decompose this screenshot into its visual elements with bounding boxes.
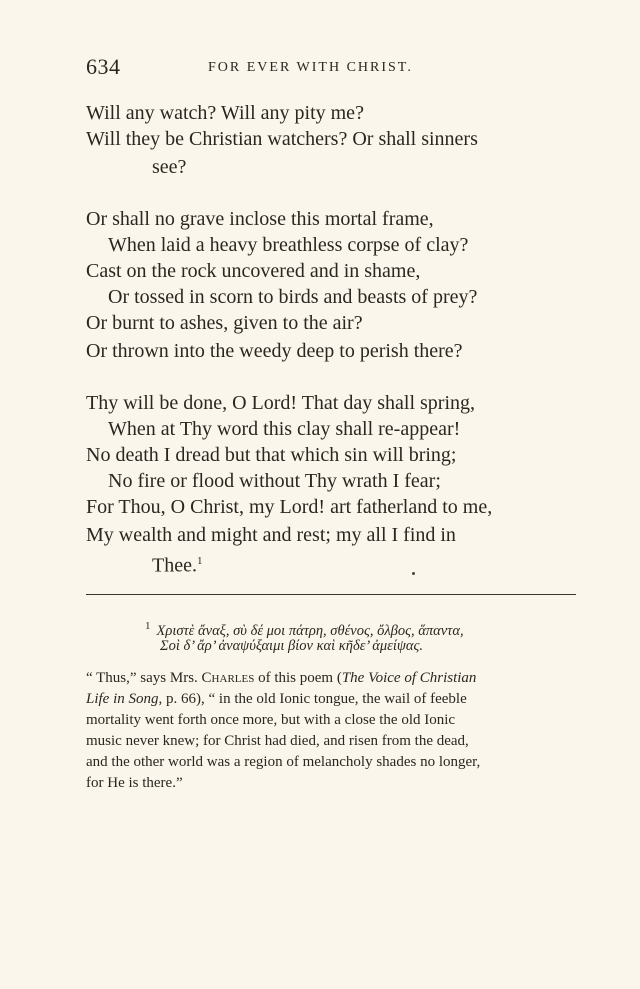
note-line: mortality went forth once more, but with a close the old Ionic: [86, 712, 456, 728]
note-line: music never knew; for Christ had died, and risen from the dead,: [86, 733, 469, 749]
poem-line: Cast on the rock uncovered and in shame,: [86, 260, 421, 282]
author-name: Charles: [201, 670, 255, 686]
note-line: [86, 689, 576, 710]
poem-line: My wealth and might and rest; my all I find in: [86, 524, 456, 546]
poem-line: Or tossed in scorn to birds and beasts of prey?: [108, 286, 478, 308]
greek-verse-2: Σοὶ δ’ ἄρ’ ἀναψύξαιμι βίον καὶ κῆδε’ ἀμείψας.: [160, 638, 424, 654]
book-title: The Voice of Christian: [341, 670, 477, 686]
poem-line: Will they be Christian watchers? Or shall sinners: [86, 128, 478, 150]
note-line: [86, 668, 576, 689]
footnote-divider: [86, 594, 576, 595]
poem-last-line: [152, 548, 202, 579]
note-line: and the other world was a region of melancholy shades no longer,: [86, 754, 481, 770]
poem-line: see?: [152, 156, 187, 178]
poem-line: For Thou, O Christ, my Lord! art fatherland to me,: [86, 496, 493, 518]
page-number: 634: [86, 54, 121, 79]
poem-line: Thee.: [152, 554, 197, 577]
running-title: FOR EVER WITH CHRIST.: [208, 60, 413, 75]
print-speck: [412, 572, 415, 575]
poem-line: Or shall no grave inclose this mortal frame,: [86, 208, 434, 230]
poem-line: No death I dread but that which sin will bring;: [86, 444, 457, 466]
poem-line: Or thrown into the weedy deep to perish there?: [86, 340, 463, 362]
note-text: of this poem (: [258, 670, 342, 686]
book-title: Life in Song: [86, 691, 159, 707]
note-text: , p. 66), “ in the old Ionic tongue, the wail of feeble: [158, 691, 467, 707]
poem-line: Thy will be done, O Lord! That day shall spring,: [86, 392, 476, 414]
note-line: for He is there.”: [86, 775, 183, 791]
page-header: [86, 54, 576, 84]
footnote-reference: 1: [196, 555, 203, 567]
note-text: “ Thus,” says Mrs.: [86, 670, 198, 686]
poem-line: No fire or flood without Thy wrath I fear;: [108, 470, 441, 492]
poem-line: Or burnt to ashes, given to the air?: [86, 312, 363, 334]
greek-verse-1: Χριστὲ ἄναξ, σὺ δέ μοι πάτρη, σθένος, ὄλβος, ἅπαντα,: [156, 622, 464, 639]
poem-line: When laid a heavy breathless corpse of clay?: [108, 234, 469, 256]
footnote-marker: 1: [145, 620, 151, 632]
poem-line: When at Thy word this clay shall re-appear!: [108, 418, 461, 440]
poem-line: Will any watch? Will any pity me?: [86, 102, 364, 124]
